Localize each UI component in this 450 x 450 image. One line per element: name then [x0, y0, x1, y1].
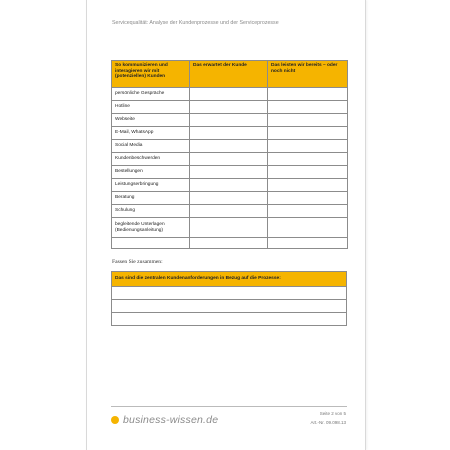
table-cell[interactable]: [190, 166, 268, 179]
table-row: [112, 179, 348, 192]
row-label: Schulung: [112, 205, 190, 218]
table-row: [112, 205, 348, 218]
table-row: [112, 218, 348, 238]
document-header: Servicequalität: Analyse der Kundenprozesse und der Serviceprozesse: [112, 20, 279, 26]
table-row: [112, 88, 348, 101]
logo-dot-icon: [111, 416, 119, 424]
column-header-expectation: Das erwartet der Kunde: [190, 61, 268, 88]
table-cell[interactable]: [190, 218, 268, 238]
table-cell[interactable]: [268, 238, 348, 249]
table-cell[interactable]: [268, 179, 348, 192]
table-cell[interactable]: [268, 88, 348, 101]
row-label: E-Mail, WhatsApp: [112, 127, 190, 140]
row-label: [112, 238, 190, 249]
summary-heading: Das sind die zentralen Kundenanforderungen in Bezug auf die Prozesse:: [112, 272, 347, 287]
row-label: begleitende Unterlagen (Bedienungsanleitung): [112, 218, 190, 238]
table-row: [112, 153, 348, 166]
communication-table: [111, 60, 348, 249]
table-cell[interactable]: [268, 127, 348, 140]
table-cell[interactable]: [268, 114, 348, 127]
table-row: [112, 101, 348, 114]
row-label: Bestellungen: [112, 166, 190, 179]
footer-divider: [111, 406, 347, 407]
table-row: [112, 313, 347, 326]
table-row: [112, 287, 347, 300]
table-cell[interactable]: [268, 140, 348, 153]
page-number: Seite 2 von 5: [319, 411, 346, 416]
row-label: persönliche Gespräche: [112, 88, 190, 101]
table-cell[interactable]: [190, 114, 268, 127]
table-cell[interactable]: [190, 238, 268, 249]
table-cell[interactable]: [112, 300, 347, 313]
row-label: Social Media: [112, 140, 190, 153]
table-cell[interactable]: [268, 153, 348, 166]
table-cell[interactable]: [190, 192, 268, 205]
row-label: Kundenbeschwerden: [112, 153, 190, 166]
row-label: Leistungserbringung: [112, 179, 190, 192]
table-row: [112, 192, 348, 205]
table-cell[interactable]: [190, 88, 268, 101]
table-row: [112, 127, 348, 140]
table-row: [112, 300, 347, 313]
table-row: [112, 140, 348, 153]
summary-table: [111, 271, 347, 326]
column-header-interaction: So kommunizieren und interagieren wir mit (potenziellen) Kunden: [112, 61, 190, 88]
table-row: [112, 166, 348, 179]
table-cell[interactable]: [268, 205, 348, 218]
table-cell[interactable]: [190, 101, 268, 114]
brand-logo: [111, 414, 218, 426]
row-label: Beratung: [112, 192, 190, 205]
table-row: [112, 238, 348, 249]
table-cell[interactable]: [268, 101, 348, 114]
table-cell[interactable]: [268, 166, 348, 179]
table-cell[interactable]: [190, 179, 268, 192]
row-label: Webseite: [112, 114, 190, 127]
logo-text: business-wissen.de: [123, 414, 219, 426]
row-label: Hotline: [112, 101, 190, 114]
column-header-performance: Das leisten wir bereits – oder noch nicht: [268, 61, 348, 88]
article-number: Art.-Nr. 09.098.13: [310, 420, 346, 425]
table-cell[interactable]: [190, 127, 268, 140]
table-cell[interactable]: [190, 153, 268, 166]
table-cell[interactable]: [268, 192, 348, 205]
table-cell[interactable]: [268, 218, 348, 238]
table-cell[interactable]: [112, 287, 347, 300]
table-cell[interactable]: [190, 140, 268, 153]
table-cell[interactable]: [112, 313, 347, 326]
table-row: [112, 114, 348, 127]
summary-intro: Fassen Sie zusammen:: [112, 259, 163, 265]
table-cell[interactable]: [190, 205, 268, 218]
